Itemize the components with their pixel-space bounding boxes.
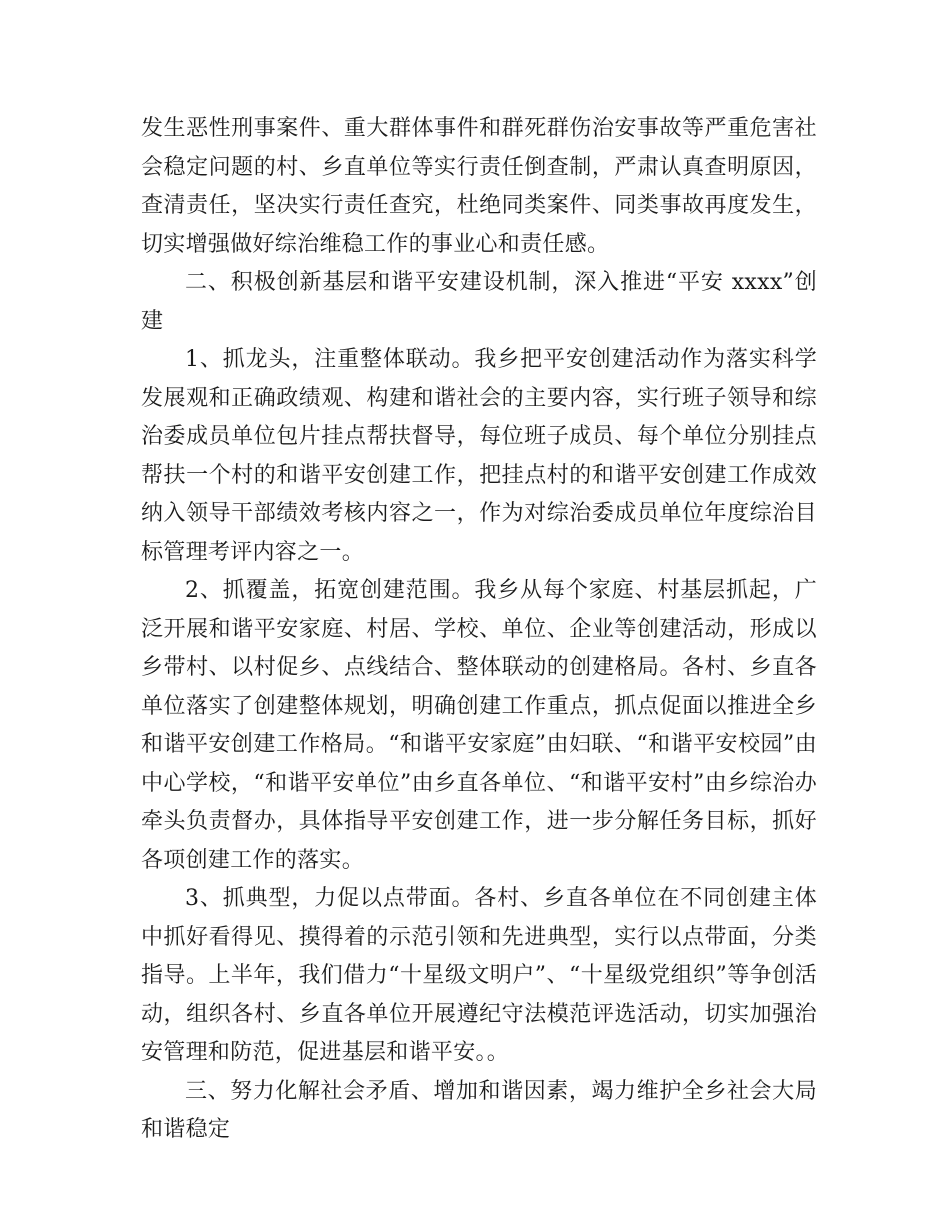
paragraph-item-3: 3、抓典型，力促以点带面。各村、乡直各单位在不同创建主体中抓好看得见、摸得着的示范引领和先进典型，实行以点带面，分类指导。上半年，我们借力“十星级文明户”、“十星级党组织”等争创活动，组织各村、乡直各单位开展遵纪守法模范评选活动，切实加强治安管理和防范，促进基层和谐平安。。 (141, 886, 817, 1065)
section-heading-3: 三、努力化解社会矛盾、增加和谐因素，竭力维护全乡社会大局和谐稳定 (141, 1078, 817, 1142)
paragraph-item-2: 2、抓覆盖，拓宽创建范围。我乡从每个家庭、村基层抓起，广泛开展和谐平安家庭、村居、学校、单位、企业等创建活动，形成以乡带村、以村促乡、点线结合、整体联动的创建格局。各村、乡直各单位落实了创建整体规划，明确创建工作重点，抓点促面以推进全乡和谐平安创建工作格局。“和谐平安家庭”由妇联、“和谐平安校园”由中心学校，“和谐平安单位”由乡直各单位、“和谐平安村”由乡综治办牵头负责督办，具体指导平安创建工作，进一步分解任务目标，抓好各项创建工作的落实。 (141, 578, 817, 873)
document-body (141, 110, 817, 1150)
paragraph-item-1: 1、抓龙头，注重整体联动。我乡把平安创建活动作为落实科学发展观和正确政绩观、构建和谐社会的主要内容，实行班子领导和综治委成员单位包片挂点帮扶督导，每位班子成员、每个单位分别挂点帮扶一个村的和谐平安创建工作，把挂点村的和谐平安创建工作成效纳入领导干部绩效考核内容之一，作为对综治委成员单位年度综治目标管理考评内容之一。 (141, 347, 817, 565)
section-heading-2: 二、积极创新基层和谐平安建设机制，深入推进“平安 xxxx”创建 (141, 270, 817, 334)
paragraph-continuation: 发生恶性刑事案件、重大群体事件和群死群伤治安事故等严重危害社会稳定问题的村、乡直单位等实行责任倒查制，严肃认真查明原因，查清责任，坚决实行责任查究，杜绝同类案件、同类事故再度发生，切实增强做好综治维稳工作的事业心和责任感。 (141, 116, 817, 257)
